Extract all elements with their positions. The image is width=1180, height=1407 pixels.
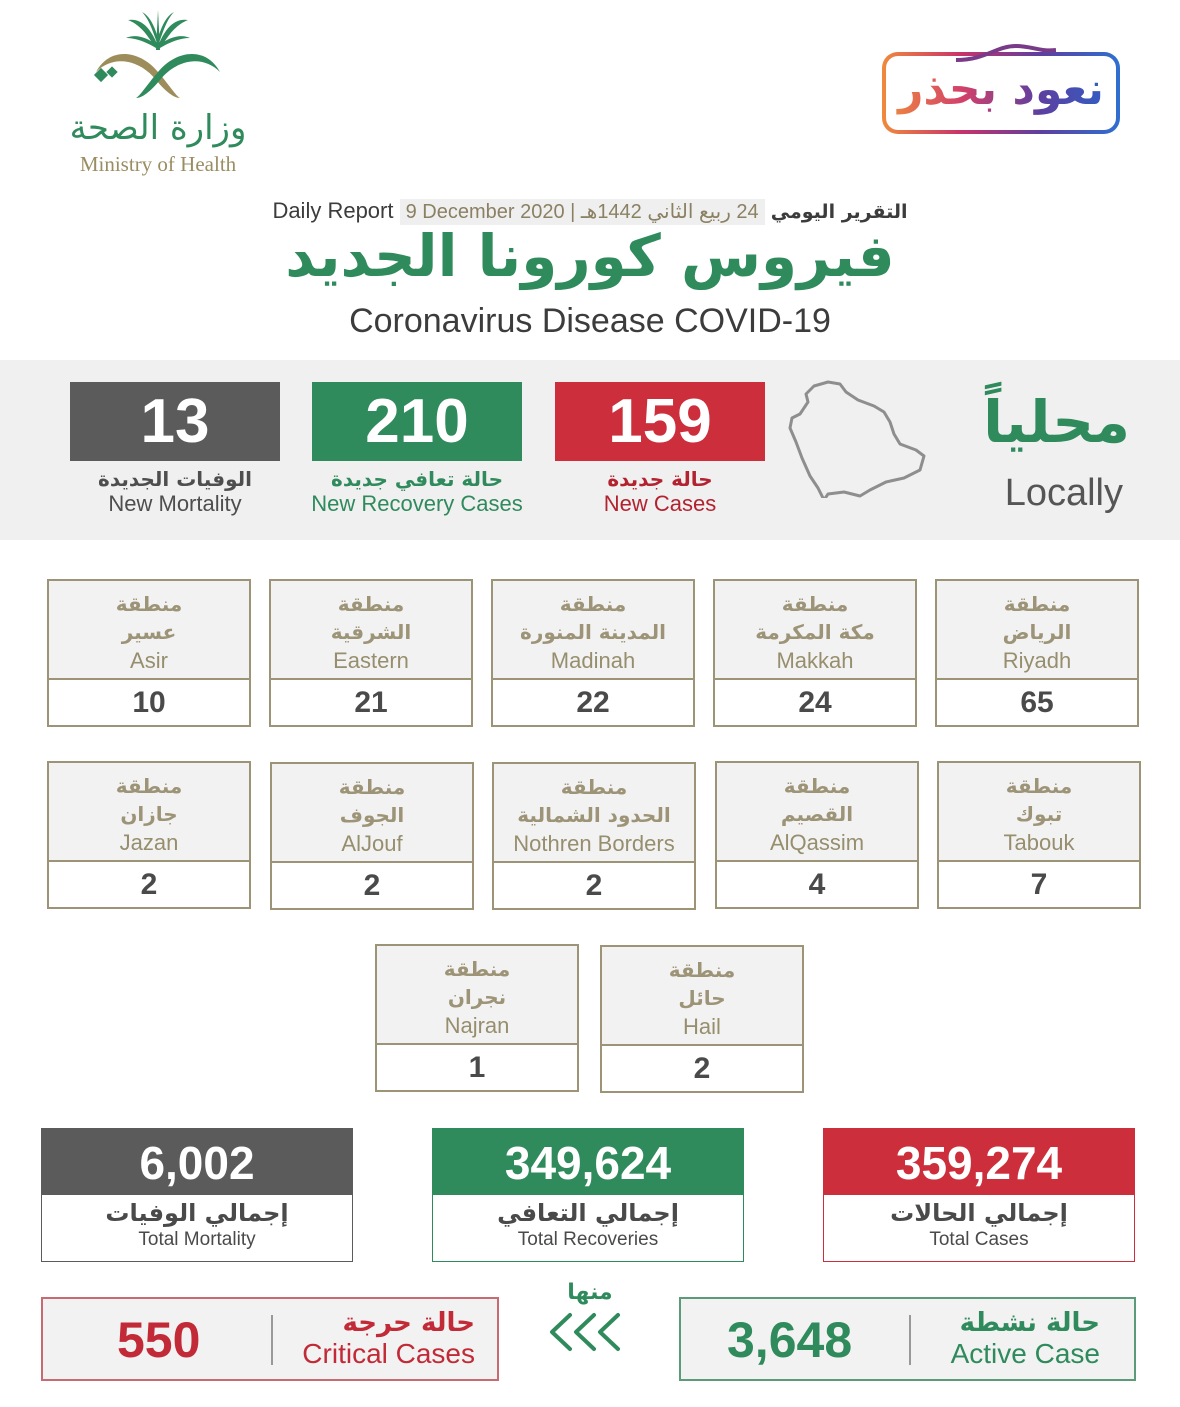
region-word: منطقة — [337, 592, 405, 616]
total-cases-value: 359,274 — [824, 1129, 1134, 1195]
total-cases-label-arabic: إجمالي الحالات — [890, 1199, 1068, 1227]
of-which-label: منها — [567, 1280, 613, 1305]
saudi-map-icon — [788, 378, 928, 498]
total-mortality-card — [41, 1128, 353, 1262]
daily-report-label-arabic: التقرير اليومي — [770, 201, 908, 223]
region-name-arabic: تبوك — [1015, 802, 1063, 826]
new-mortality-label-arabic: الوفيات الجديدة — [98, 467, 252, 491]
new-cases-label: New Cases — [603, 491, 717, 516]
region-name: Nothren Borders — [513, 831, 675, 856]
total-mortality-label-arabic: إجمالي الوفيات — [105, 1199, 289, 1227]
daily-report-label: Daily Report — [272, 198, 394, 223]
total-recoveries-value: 349,624 — [433, 1129, 743, 1195]
region-name: Jazan — [119, 830, 179, 855]
locally-title: Locally — [1004, 472, 1123, 514]
region-name-arabic: القصيم — [780, 802, 854, 826]
critical-cases-label-arabic: حالة حرجة — [342, 1308, 475, 1338]
locally-title-arabic: محلياً — [983, 388, 1130, 456]
region-word: منطقة — [443, 957, 511, 981]
region-count: 24 — [798, 686, 832, 719]
region-word: منطقة — [559, 592, 627, 616]
critical-cases-value: 550 — [117, 1312, 201, 1368]
region-name-arabic: المدينة المنورة — [520, 620, 666, 644]
region-count: 21 — [354, 686, 388, 719]
region-count: 2 — [585, 869, 603, 902]
region-count: 4 — [808, 868, 826, 901]
region-count: 10 — [132, 686, 166, 719]
date-hijri: 24 ربيع الثاني 1442هـ — [580, 201, 759, 223]
region-name: Tabouk — [1003, 830, 1075, 855]
page-title: Coronavirus Disease COVID-19 — [349, 302, 831, 340]
campaign-slogan: نعود بحذر — [886, 64, 1116, 115]
region-name: Eastern — [333, 648, 409, 673]
new-mortality-label: New Mortality — [108, 491, 242, 516]
region-word: منطقة — [781, 592, 849, 616]
region-card-hail — [600, 945, 804, 1093]
region-word: منطقة — [1005, 774, 1073, 798]
region-card-najran — [375, 944, 579, 1092]
region-name-arabic: الرياض — [1002, 620, 1072, 644]
region-card-tabouk — [937, 761, 1141, 909]
total-mortality-value: 6,002 — [42, 1129, 352, 1195]
region-count: 2 — [363, 869, 381, 902]
total-cases-label: Total Cases — [929, 1229, 1029, 1250]
region-name: Makkah — [776, 648, 854, 673]
region-count: 1 — [468, 1051, 486, 1084]
region-word: منطقة — [338, 775, 406, 799]
region-name-arabic: الشرقية — [330, 620, 412, 644]
region-name-arabic: جازان — [120, 802, 178, 826]
critical-cases-label: Critical Cases — [302, 1338, 475, 1369]
region-word: منطقة — [1003, 592, 1071, 616]
region-name: Asir — [130, 648, 168, 673]
region-name-arabic: نجران — [447, 985, 507, 1009]
region-word: منطقة — [115, 592, 183, 616]
palm-swords-emblem-icon — [90, 6, 226, 106]
region-count: 7 — [1030, 868, 1048, 901]
ministry-logo — [60, 6, 260, 176]
region-name-arabic: الجوف — [339, 803, 405, 827]
region-name: Hail — [683, 1014, 721, 1039]
region-count: 22 — [576, 686, 610, 719]
region-card-eastern — [269, 579, 473, 727]
region-name: Madinah — [550, 648, 636, 673]
active-cases-value: 3,648 — [727, 1312, 853, 1368]
region-count: 2 — [693, 1052, 711, 1085]
ministry-name-english: Ministry of Health — [79, 152, 237, 176]
new-cases-label-arabic: حالة جديدة — [607, 467, 713, 491]
swoosh-icon — [956, 42, 1056, 64]
new-mortality-value: 13 — [70, 382, 280, 461]
new-recovery-card — [312, 382, 522, 517]
date-gregorian: 9 December 2020 — [405, 201, 565, 223]
campaign-badge — [882, 52, 1120, 134]
divider — [271, 1315, 273, 1365]
region-word: منطقة — [668, 958, 736, 982]
region-card-aljouf — [270, 762, 474, 910]
region-card-madinah — [491, 579, 695, 727]
total-recoveries-card — [432, 1128, 744, 1262]
total-mortality-label: Total Mortality — [138, 1229, 256, 1250]
of-which-indicator — [540, 1280, 640, 1358]
region-name: AlJouf — [341, 831, 403, 856]
region-card-riyadh — [935, 579, 1139, 727]
active-cases-label: Active Case — [950, 1338, 1100, 1369]
new-recovery-label: New Recovery Cases — [311, 491, 523, 516]
region-name-arabic: مكة المكرمة — [755, 620, 875, 644]
total-recoveries-label: Total Recoveries — [517, 1229, 659, 1250]
region-word: منطقة — [783, 774, 851, 798]
region-name: Najran — [444, 1013, 510, 1038]
region-card-jazan — [47, 761, 251, 909]
region-word: منطقة — [115, 774, 183, 798]
region-count: 2 — [140, 868, 158, 901]
report-date-line — [0, 198, 1180, 224]
region-count: 65 — [1020, 686, 1054, 719]
critical-cases-card — [41, 1297, 499, 1381]
triple-chevron-left-icon — [548, 1311, 632, 1353]
region-name: Riyadh — [1002, 648, 1072, 673]
new-mortality-card — [70, 382, 280, 517]
region-word: منطقة — [560, 775, 628, 799]
ministry-name-arabic: وزارة الصحة — [69, 108, 247, 148]
report-date: 9 December 2020 | 24 ربيع الثاني 1442هـ — [400, 199, 765, 225]
region-card-alqassim — [715, 761, 919, 909]
region-card-northern-borders — [492, 762, 696, 910]
new-cases-value: 159 — [555, 382, 765, 461]
total-recoveries-label-arabic: إجمالي التعافي — [497, 1199, 679, 1227]
region-name-arabic: الحدود الشمالية — [517, 803, 671, 827]
total-cases-card — [823, 1128, 1135, 1262]
new-recovery-value: 210 — [312, 382, 522, 461]
region-name-arabic: عسير — [121, 620, 177, 644]
region-name-arabic: حائل — [678, 986, 726, 1010]
region-card-asir — [47, 579, 251, 727]
region-card-makkah — [713, 579, 917, 727]
locally-section — [0, 360, 1180, 540]
new-recovery-label-arabic: حالة تعافي جديدة — [331, 467, 503, 491]
active-cases-card — [679, 1297, 1136, 1381]
page-title-arabic: فيروس كورونا الجديد — [285, 222, 895, 290]
divider — [909, 1315, 911, 1365]
active-cases-label-arabic: حالة نشطة — [959, 1308, 1100, 1338]
new-cases-card — [555, 382, 765, 517]
region-name: AlQassim — [769, 830, 865, 855]
